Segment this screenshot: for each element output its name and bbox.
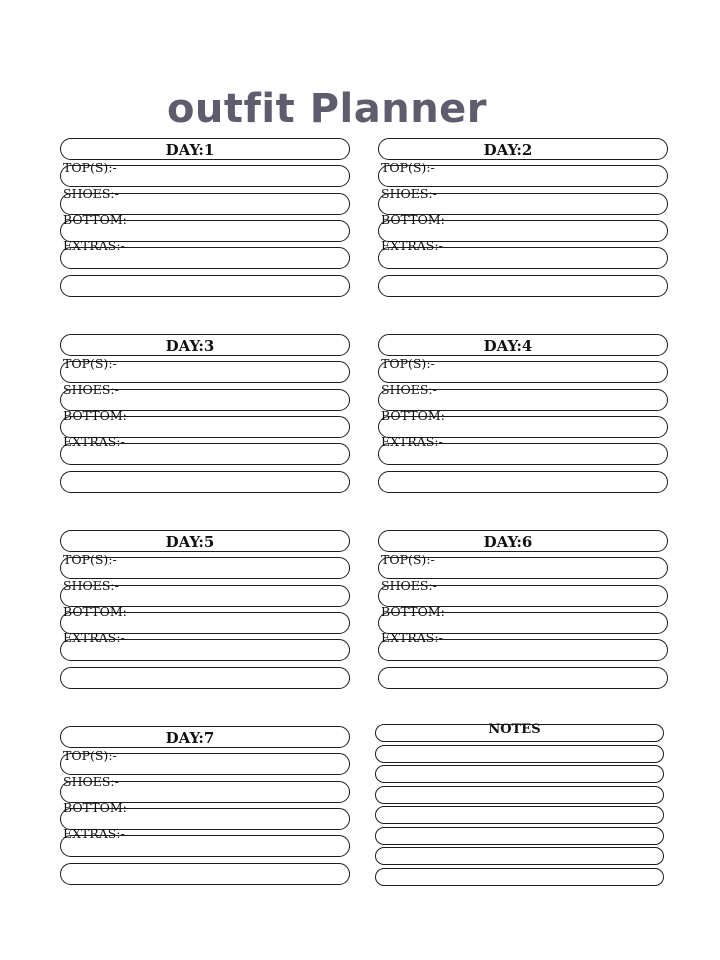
field-label: SHOES:- [63, 578, 119, 593]
notes-line[interactable] [375, 786, 664, 804]
day-title: DAY:6 [483, 533, 533, 551]
field-label: EXTRAS:- [381, 434, 443, 449]
write-line[interactable] [378, 471, 668, 493]
field-label: BOTTOM:- [63, 800, 132, 815]
field-label: EXTRAS:- [381, 238, 443, 253]
field-label: TOP(S):- [63, 552, 117, 567]
field-label: EXTRAS:- [63, 826, 125, 841]
field-label: TOP(S):- [63, 356, 117, 371]
field-label: EXTRAS:- [63, 630, 125, 645]
write-line[interactable] [60, 275, 350, 297]
day-title: DAY:4 [483, 337, 533, 355]
field-label: BOTTOM:- [63, 604, 132, 619]
write-line[interactable] [378, 275, 668, 297]
planner-title: outfit Planner [166, 86, 488, 132]
write-line[interactable] [60, 667, 350, 689]
field-label: BOTTOM:- [381, 212, 450, 227]
notes-title: NOTES [488, 722, 541, 737]
notes-line[interactable] [375, 806, 664, 824]
field-label: EXTRAS:- [381, 630, 443, 645]
field-label: TOP(S):- [63, 748, 117, 763]
day-title: DAY:1 [165, 141, 215, 159]
notes-line[interactable] [375, 745, 664, 763]
field-label: SHOES:- [381, 382, 437, 397]
field-label: EXTRAS:- [63, 434, 125, 449]
day-title: DAY:7 [165, 729, 215, 747]
day-title: DAY:5 [165, 533, 215, 551]
field-label: TOP(S):- [381, 160, 435, 175]
field-label: BOTTOM:- [381, 604, 450, 619]
day-title: DAY:2 [483, 141, 533, 159]
write-line[interactable] [378, 667, 668, 689]
notes-line[interactable] [375, 765, 664, 783]
notes-line[interactable] [375, 847, 664, 865]
field-label: EXTRAS:- [63, 238, 125, 253]
write-line[interactable] [60, 863, 350, 885]
field-label: SHOES:- [63, 186, 119, 201]
field-label: BOTTOM:- [63, 408, 132, 423]
field-label: BOTTOM:- [381, 408, 450, 423]
field-label: TOP(S):- [381, 552, 435, 567]
write-line[interactable] [60, 471, 350, 493]
day-title: DAY:3 [165, 337, 215, 355]
notes-line[interactable] [375, 827, 664, 845]
field-label: BOTTOM:- [63, 212, 132, 227]
field-label: SHOES:- [63, 774, 119, 789]
field-label: TOP(S):- [381, 356, 435, 371]
field-label: SHOES:- [63, 382, 119, 397]
field-label: SHOES:- [381, 578, 437, 593]
field-label: SHOES:- [381, 186, 437, 201]
notes-line[interactable] [375, 868, 664, 886]
field-label: TOP(S):- [63, 160, 117, 175]
